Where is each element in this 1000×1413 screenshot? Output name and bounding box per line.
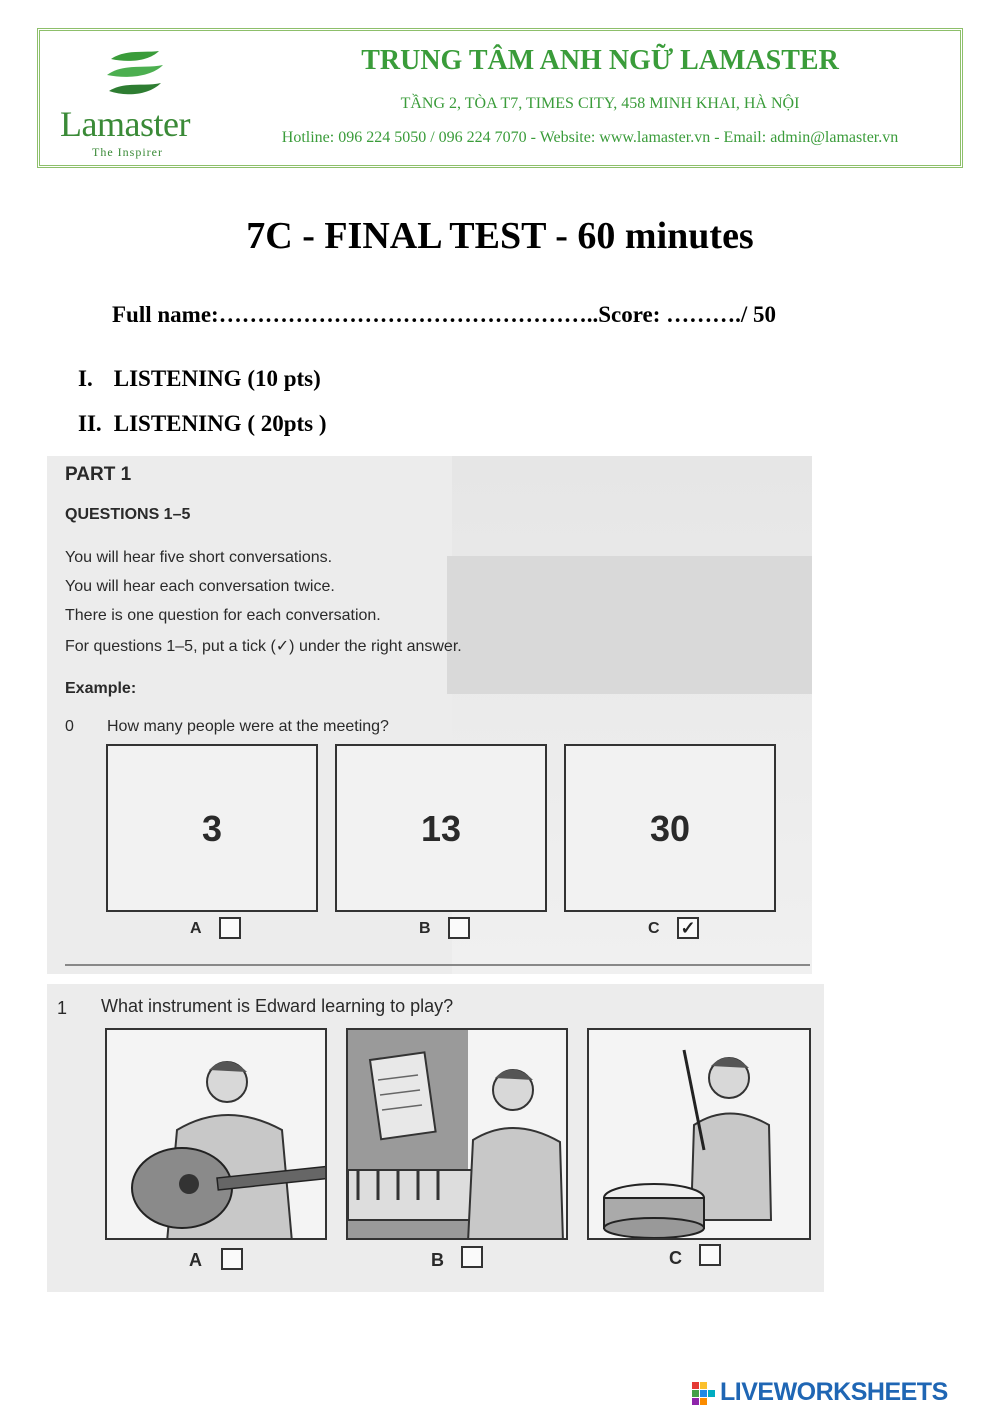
section-listening-1 (78, 366, 321, 392)
picture-drum (587, 1028, 811, 1240)
section-number: II. (78, 411, 102, 436)
liveworksheets-footer (692, 1378, 992, 1408)
part-label: PART 1 (65, 464, 132, 485)
boy-drum-icon (589, 1030, 811, 1240)
example-option-a-box (106, 744, 318, 912)
example-checkbox-c[interactable]: ✓ (677, 917, 699, 939)
lamaster-logo (60, 49, 210, 159)
section-listening-2 (78, 411, 327, 437)
picture-piano (346, 1028, 568, 1240)
center-header (37, 28, 963, 168)
questions-label: QUESTIONS 1–5 (65, 506, 191, 523)
liveworksheets-logo-icon (692, 1382, 718, 1406)
leaves-icon (105, 49, 165, 101)
name-score-line: Full name:…………………………………………..Score: ………./ 50 (112, 302, 776, 327)
option-letter-c: C (669, 1248, 682, 1268)
q1-checkbox-b[interactable] (461, 1246, 483, 1268)
center-address: TẦNG 2, TÒA T7, TIMES CITY, 458 MINH KHAI, HÀ NỘI (400, 95, 800, 112)
question-number: 1 (57, 998, 68, 1018)
option-letter-c: C (648, 920, 660, 937)
example-question: How many people were at the meeting? (107, 718, 389, 735)
q1-checkbox-c[interactable] (699, 1244, 721, 1266)
instruction-line: You will hear each conversation twice. (65, 578, 335, 595)
example-label: Example: (65, 680, 137, 697)
example-option-c-box (564, 744, 776, 912)
option-letter-a: A (189, 1250, 202, 1270)
instruction-line: You will hear five short conversations. (65, 549, 333, 566)
logo-tagline: The Inspirer (92, 145, 163, 159)
option-letter-b: B (431, 1250, 444, 1270)
picture-guitar (105, 1028, 327, 1240)
option-value: 30 (649, 808, 691, 849)
option-letter-b: B (419, 920, 431, 937)
center-contact: Hotline: 096 224 5050 / 096 224 7070 - Website: www.lamaster.vn - Email: admin@lamaster.vn (281, 129, 899, 146)
option-value: 3 (201, 808, 223, 849)
instruction-line: There is one question for each conversation. (65, 607, 381, 624)
example-number: 0 (65, 718, 74, 735)
q1-checkbox-a[interactable] (221, 1248, 243, 1270)
section-label: LISTENING ( 20pts ) (113, 411, 327, 436)
example-checkbox-a[interactable] (219, 917, 241, 939)
liveworksheets-brand: LIVEWORKSHEETS (720, 1378, 948, 1406)
section-label: LISTENING (10 pts) (113, 366, 321, 391)
option-letter-a: A (190, 920, 202, 937)
section-number: I. (78, 366, 93, 391)
option-value: 13 (420, 808, 462, 849)
instruction-line: For questions 1–5, put a tick (✓) under the right answer. (65, 638, 462, 655)
example-checkbox-b[interactable] (448, 917, 470, 939)
scanned-part1-example (47, 456, 812, 974)
boy-piano-icon (348, 1030, 568, 1240)
boy-guitar-icon (107, 1030, 327, 1240)
center-name: TRUNG TÂM ANH NGỮ LAMASTER (361, 45, 839, 76)
logo-name: Lamaster (60, 104, 190, 144)
question-text: What instrument is Edward learning to play? (101, 996, 454, 1016)
divider-line (65, 964, 810, 966)
faded-background-box (447, 556, 812, 694)
example-option-b-box (335, 744, 547, 912)
test-title: 7C - FINAL TEST - 60 minutes (246, 215, 754, 257)
scanned-question-1 (47, 984, 824, 1292)
